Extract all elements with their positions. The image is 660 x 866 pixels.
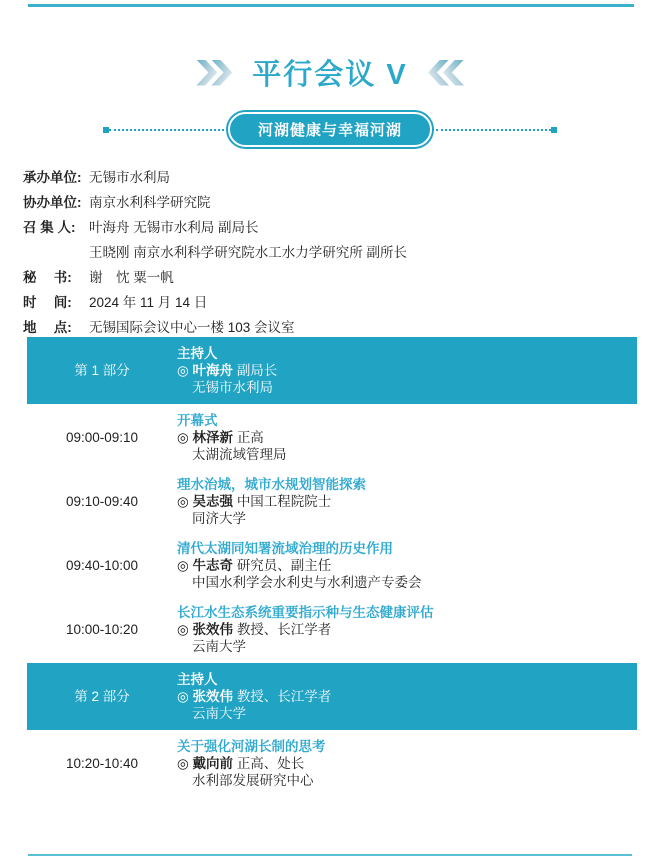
speaker-name: 张效伟 [192, 689, 234, 704]
talk-cell [177, 604, 637, 655]
speaker-line [177, 493, 637, 510]
double-chevron-right-icon [196, 60, 232, 86]
talk-row-3 [27, 540, 637, 591]
info-label: 时 间: [23, 294, 72, 310]
speaker-title: 教授、长江学者 [236, 622, 332, 637]
speaker-org: 云南大学 [192, 706, 246, 721]
bullet-icon: ◎ [177, 622, 189, 637]
info-row-convener [23, 213, 633, 238]
speaker-line [177, 621, 637, 638]
agenda-table [27, 337, 637, 789]
dotted-connector-left [109, 129, 224, 131]
bullet-icon: ◎ [177, 430, 189, 445]
info-value: 2024 年 11 月 14 日 [89, 294, 208, 310]
bullet-icon: ◎ [177, 689, 189, 704]
info-label: 召 集 人: [23, 219, 76, 235]
info-value: 叶海舟 无锡市水利局 副局长 [89, 219, 259, 235]
speaker-org: 同济大学 [192, 511, 246, 526]
speaker-line [177, 688, 637, 705]
talk-time: 10:00-10:20 [65, 622, 139, 637]
bullet-icon: ◎ [177, 558, 189, 573]
talk-time: 10:20-10:40 [65, 756, 139, 771]
speaker-org: 云南大学 [192, 639, 246, 654]
page-title: 平行会议 V [252, 59, 408, 91]
part-band-1 [27, 337, 637, 404]
info-row-convener-2 [23, 238, 633, 263]
speaker-name: 叶海舟 [192, 363, 234, 378]
host-label: 主持人 [177, 672, 218, 687]
speaker-line [177, 362, 637, 379]
info-value: 谢 忱 粟一帆 [89, 269, 174, 285]
talk-row-5 [27, 738, 637, 789]
speaker-org: 无锡市水利局 [192, 380, 273, 395]
part-label: 第 1 部分 [74, 363, 130, 378]
speaker-title: 正高、处长 [236, 756, 305, 771]
talk-topic: 开幕式 [177, 413, 218, 428]
info-row-coorganizer [23, 188, 633, 213]
speaker-line [177, 557, 637, 574]
info-label: 地 点: [23, 319, 72, 335]
bullet-icon: ◎ [177, 494, 189, 509]
bottom-divider [28, 854, 632, 856]
talk-cell [177, 738, 637, 789]
speaker-title: 教授、长江学者 [236, 689, 332, 704]
talk-time: 09:40-10:00 [65, 558, 139, 573]
speaker-line [177, 429, 637, 446]
session-badge-row [0, 112, 660, 147]
speaker-org: 水利部发展研究中心 [192, 773, 314, 788]
talk-cell [177, 540, 637, 591]
info-value: 王晓刚 南京水利科学研究院水工水力学研究所 副所长 [89, 244, 408, 260]
info-value: 无锡国际会议中心一楼 103 会议室 [89, 319, 295, 335]
info-row-time [23, 288, 633, 313]
info-row-organizer [23, 163, 633, 188]
info-value: 无锡市水利局 [89, 169, 170, 185]
info-label: 承办单位: [23, 169, 82, 185]
talk-topic: 关于强化河湖长制的思考 [177, 739, 326, 754]
speaker-name: 牛志奇 [192, 558, 234, 573]
talk-row-1 [27, 412, 637, 463]
speaker-title: 研究员、副主任 [236, 558, 332, 573]
speaker-title: 中国工程院院士 [236, 494, 332, 509]
talk-cell [177, 412, 637, 463]
session-badge: 河湖健康与幸福河湖 [228, 112, 432, 147]
connector-square-right [551, 127, 557, 133]
talk-topic: 清代太湖同知署流域治理的历史作用 [177, 541, 393, 556]
info-value: 南京水利科学研究院 [89, 194, 211, 210]
info-row-secretary [23, 263, 633, 288]
part-label: 第 2 部分 [74, 689, 130, 704]
info-label: 秘 书: [23, 269, 72, 285]
speaker-name: 戴向前 [192, 756, 234, 771]
talk-time: 09:10-09:40 [65, 494, 139, 509]
speaker-name: 吴志强 [192, 494, 234, 509]
talk-topic: 理水治城，城市水规划智能探索 [177, 477, 366, 492]
part-host-cell [177, 671, 637, 722]
speaker-line [177, 755, 637, 772]
info-row-location [23, 313, 633, 338]
info-label: 协办单位: [23, 194, 82, 210]
host-label: 主持人 [177, 346, 218, 361]
talk-cell [177, 476, 637, 527]
double-chevron-left-icon [428, 60, 464, 86]
top-divider [28, 4, 634, 7]
speaker-title: 副局长 [236, 363, 278, 378]
bullet-icon: ◎ [177, 363, 189, 378]
dotted-connector-right [436, 129, 551, 131]
speaker-title: 正高 [236, 430, 264, 445]
talk-row-2 [27, 476, 637, 527]
speaker-org: 中国水利学会水利史与水利遗产专委会 [192, 575, 422, 590]
bullet-icon: ◎ [177, 756, 189, 771]
talk-topic: 长江水生态系统重要指示种与生态健康评估 [177, 605, 434, 620]
speaker-org: 太湖流域管理局 [192, 447, 287, 462]
talk-row-4 [27, 604, 637, 655]
page-header [0, 52, 660, 93]
meeting-info [23, 163, 633, 338]
speaker-name: 张效伟 [192, 622, 234, 637]
talk-time: 09:00-09:10 [65, 430, 139, 445]
part-band-2 [27, 663, 637, 730]
part-host-cell [177, 345, 637, 396]
speaker-name: 林泽新 [192, 430, 234, 445]
